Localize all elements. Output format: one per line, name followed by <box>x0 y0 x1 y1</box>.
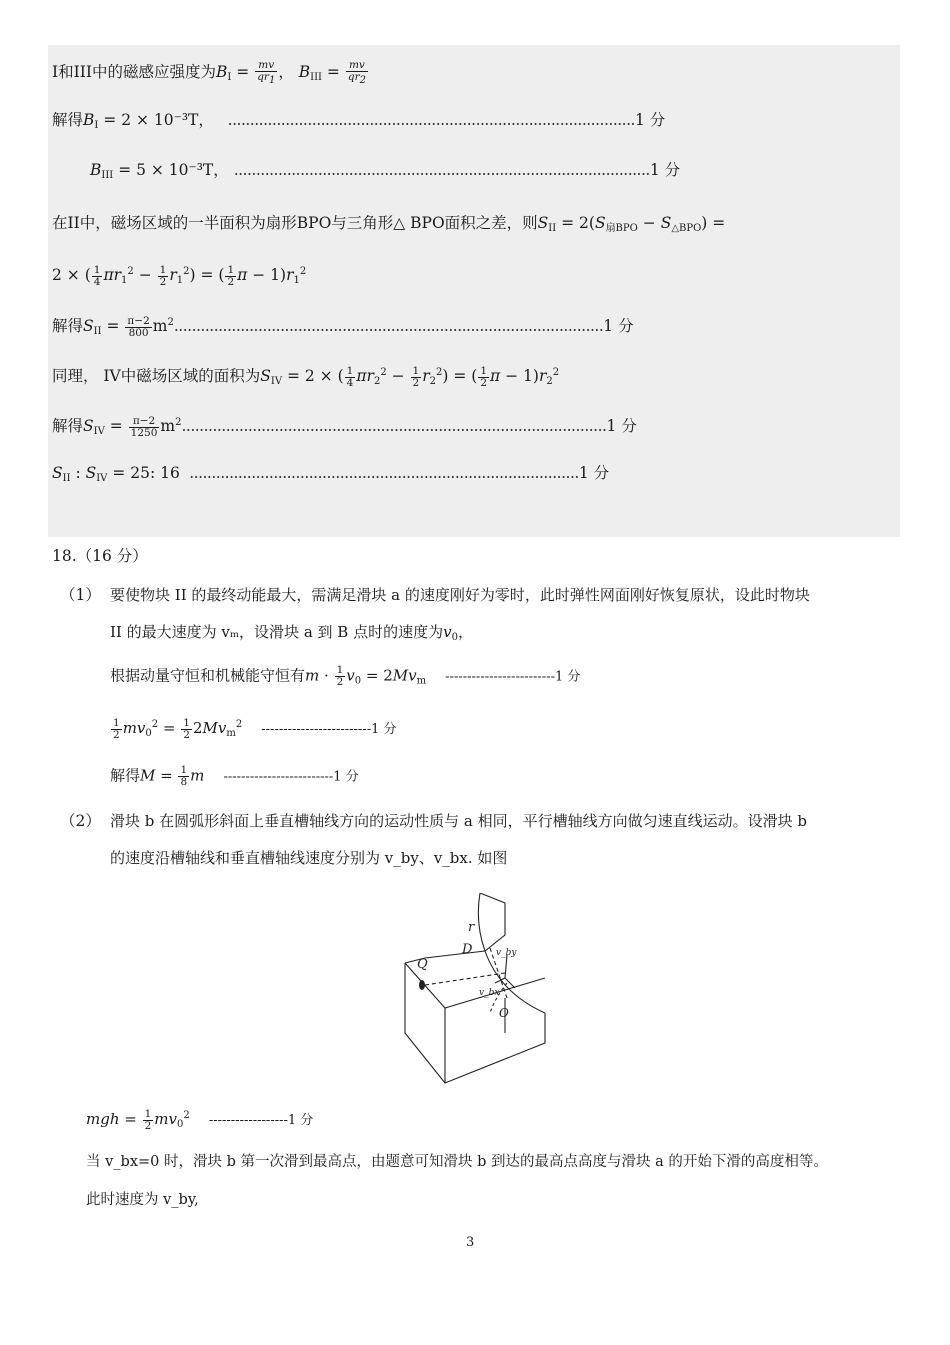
q18-p1-line5: 解得M = $\frac{1}{8}$ m -------------------------1 分 <box>110 764 359 788</box>
slide-groove-figure <box>395 893 565 1093</box>
label-r: r <box>468 920 475 935</box>
q18-p1-line1: 要使物块 II 的最终动能最大，需满足滑块 a 的速度刚好为零时，此时弹性网面刚好恢复原状，设此时物块 <box>110 586 810 604</box>
q18-p1-num: （1） <box>60 586 101 604</box>
label-d: D <box>462 942 473 957</box>
label-o: O <box>499 1006 509 1020</box>
q18-p2-line2: 的速度沿槽轴线和垂直槽轴线速度分别为 v_by、v_bx. 如图 <box>110 849 508 867</box>
q18-p1-line2: II 的最大速度为 vₘ，设滑块 a 到 B 点时的速度为$v_0$， <box>110 623 473 643</box>
slider-b-marker <box>419 980 425 990</box>
q18-header: 18.（16 分） <box>52 547 148 565</box>
b1-line4: 在II中，磁场区域的一半面积为扇形BPO与三角形△ BPO面积之差，则$S_{II} = 2(S_{扇BPO} - S_{\triangle BPO})$ = <box>52 214 726 234</box>
b1-line2: 解得$B_I = 2 \times 10^{-3}T$， ............................................................................................1 分 <box>52 111 666 131</box>
q18-p2-line1: 滑块 b 在圆弧形斜面上垂直槽轴线方向的运动性质与 a 相同，平行槽轴线方向做匀速直线运动。设滑块 b <box>110 812 807 830</box>
b1-line6: 解得$S_{II}$ = $\frac{\pi-2}{800}$ $m^2.................................................................................................1$ 分 <box>52 314 634 339</box>
q18-p2-num: （2） <box>60 812 101 830</box>
energy-equation: mgh = $\frac{1}{2}$ $mv_0^2$ ------------------1 分 <box>86 1107 314 1132</box>
label-vby: v_by <box>496 948 517 958</box>
q18-p3-line2: 此时速度为 v_by, <box>86 1192 199 1208</box>
page-number: 3 <box>466 1235 475 1250</box>
label-vbx: v_bx <box>479 988 500 998</box>
b1-line1: I和III中的磁感应强度为$B_I$ = $\frac{mv}{qr_1}$ ， $B_{III}$ = $\frac{mv}{qr_2}$ <box>52 59 366 86</box>
b1-line3: $B_{III} = 5 \times 10^{-3}T$， ..............................................................................................1 分 <box>90 161 681 181</box>
b1-line5: 2 × ( $\frac{1}{4}$ $\pi r_1^2$ − $\frac{1}{2}$ $r_1^2$) = ( $\frac{1}{2}$ $\pi - 1)r_1^2$ <box>52 263 307 288</box>
q18-p1-line4: $\frac{1}{2}$ $mv_0^2$ = $\frac{1}{2}$ $2Mv_m^2$ -------------------------1 分 <box>113 716 397 741</box>
b1-line8: 解得$S_{IV}$ = $\frac{\pi-2}{1250}$ $m^2................................................................................................1$ 分 <box>52 414 637 439</box>
label-q: Q <box>417 957 428 972</box>
q18-p1-line3: 根据动量守恒和机械能守恒有m · $\frac{1}{2}$ $v_0 = 2Mv_m$ -------------------------1 分 <box>110 664 581 688</box>
q18-p3-line1: 当 v_bx=0 时，滑块 b 第一次滑到最高点，由题意可知滑块 b 到达的最高点高度与滑块 a 的开始下滑的高度相等。 <box>86 1154 828 1170</box>
b1-line7: 同理， IV中磁场区域的面积为$S_{IV} = 2$ × ( $\frac{1}{4}$ $\pi r_2^2$ − $\frac{1}{2}$ $r_2^2$) = ( $\frac{1}{2}$ $\pi - 1)r_2^2$ <box>52 364 560 389</box>
b1-line9: $S_{II}$ : $S_{IV} = 25$: 16 ........................................................................................1 分 <box>52 464 610 484</box>
